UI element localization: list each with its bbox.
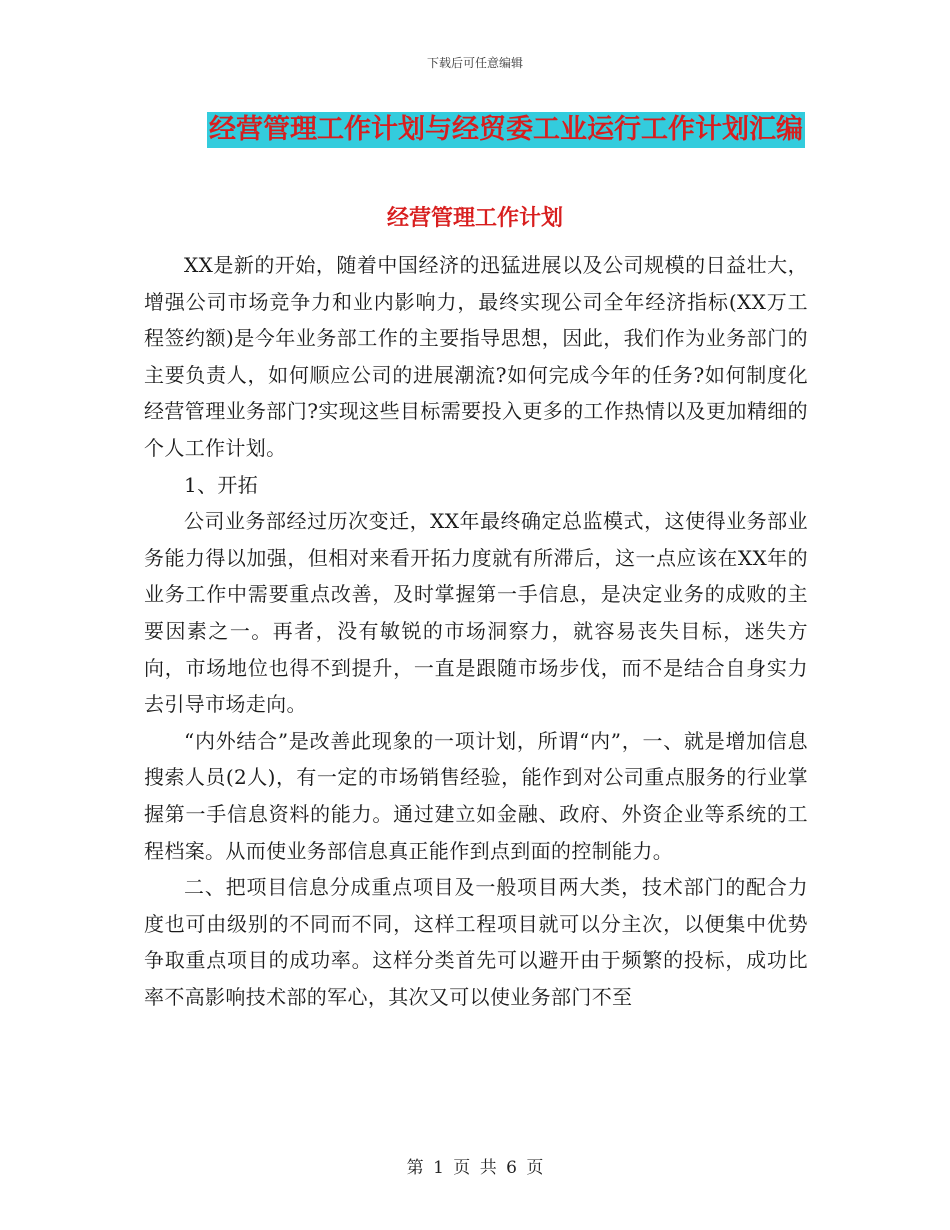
- document-title: 经营管理工作计划与经贸委工业运行工作计划汇编: [207, 112, 805, 148]
- paragraph-heading-expand: 1、开拓: [184, 472, 259, 497]
- paragraph-inner-outer: “内外结合”是改善此现象的一项计划，所谓“内”，一、就是增加信息搜索人员(2人)，有一定的市场销售经验，能作到对公司重点服务的行业掌握第一手信息资料的能力。通过建立如金融、政府、外资企业等系统的工程档案。从而使业务部信息真正能作到点到面的控制能力。: [144, 728, 808, 863]
- page-number: 第 1 页 共 6 页: [406, 1158, 544, 1178]
- document-body: [144, 247, 808, 1015]
- paragraph-intro: XX是新的开始，随着中国经济的迅猛进展以及公司规模的日益壮大，增强公司市场竞争力和业内影响力，最终实现公司全年经济指标(XX万工程签约额)是今年业务部工作的主要指导思想，因此，我们作为业务部门的主要负责人，如何顺应公司的进展潮流?如何完成今年的任务?如何制度化经营管理业务部门?实现这些目标需要投入更多的工作热情以及更加精细的个人工作计划。: [144, 253, 808, 460]
- paragraph-expand: 公司业务部经过历次变迁，XX年最终确定总监模式，这使得业务部业务能力得以加强，但相对来看开拓力度就有所滞后，这一点应该在XX年的业务工作中需要重点改善，及时掌握第一手信息，是决定业务的成败的主要因素之一。再者，没有敏锐的市场洞察力，就容易丧失目标，迷失方向，市场地位也得不到提升，一直是跟随市场步伐，而不是结合自身实力去引导市场走向。: [144, 509, 808, 717]
- header-note: 下载后可任意编辑: [426, 56, 523, 70]
- section-title: 经营管理工作计划: [386, 205, 563, 231]
- paragraph-project-classification: 二、把项目信息分成重点项目及一般项目两大类，技术部门的配合力度也可由级别的不同而不同，这样工程项目就可以分主次，以便集中优势争取重点项目的成功率。这样分类首先可以避开由于频繁的投标，成功比率不高影响技术部的军心，其次又可以使业务部门不至: [144, 875, 808, 1009]
